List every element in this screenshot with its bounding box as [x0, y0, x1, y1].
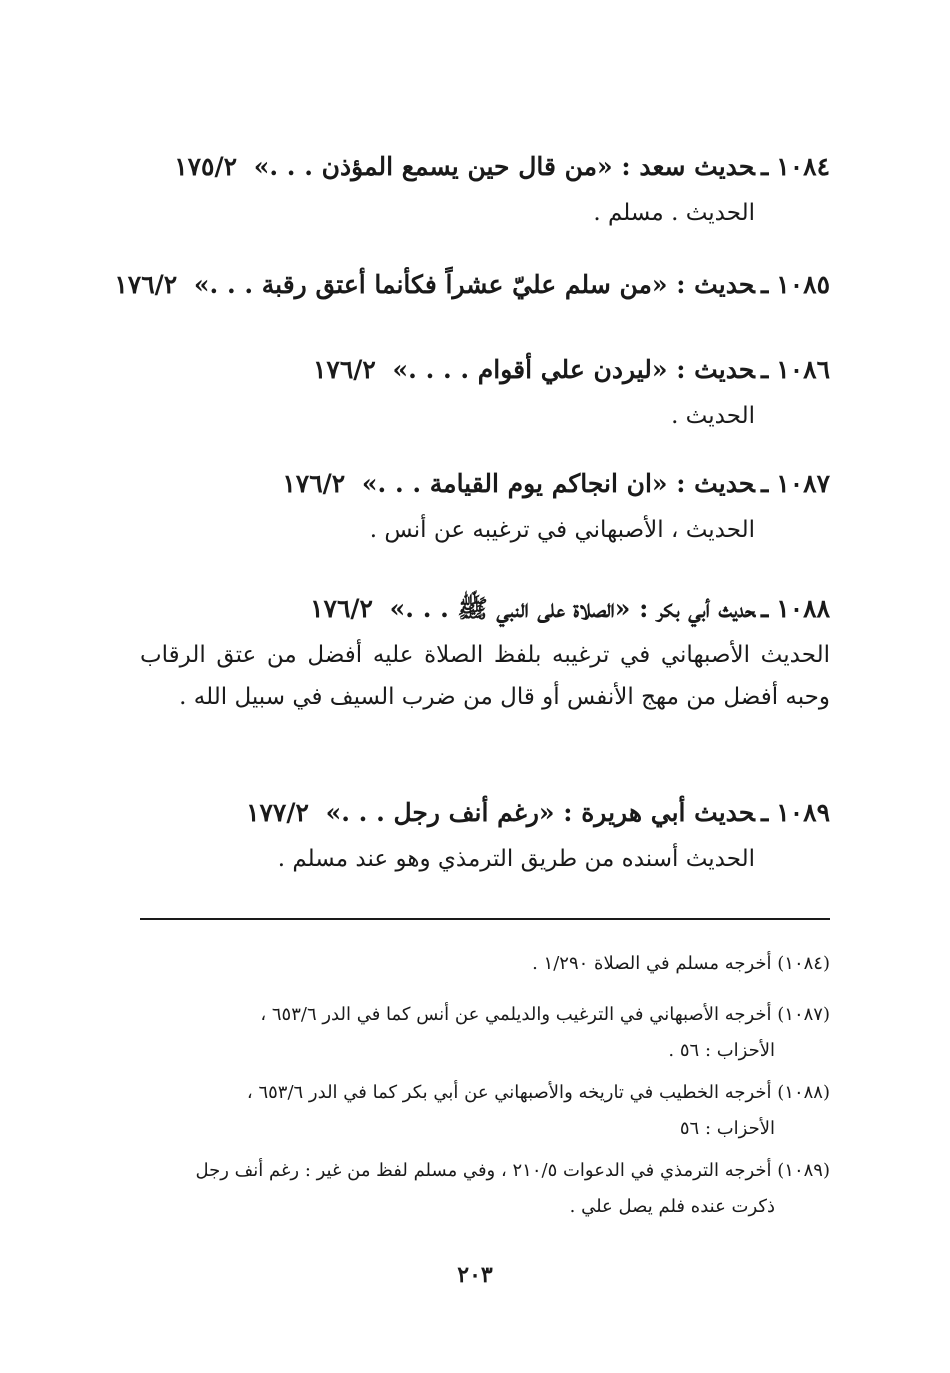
footnote-text: أخرجه مسلم في الصلاة ١/٢٩٠ .: [532, 953, 772, 974]
entry-quote: «ان انجاكم يوم القيامة . . .»: [361, 469, 668, 498]
entry-body: الحديث الأصبهاني في ترغيبه بلفظ الصلاة عليه أفضل من عتق الرقاب وحبه أفضل من مهج الأنفس أو قال من ضرب السيف في سبيل الله .: [140, 642, 830, 710]
entry-label: حديث :: [676, 469, 755, 498]
entry-number: ١٠٨٨: [776, 594, 830, 623]
footnote-text: أخرجه الخطيب في تاريخه والأصبهاني عن أبي بكر كما في الدر ٦٥٣/٦ ،: [246, 1082, 772, 1103]
entry-reference: ١٧٧/٢: [246, 798, 309, 827]
entry-label: حديث أبي بكر :: [639, 594, 755, 623]
entry-reference: ١٧٦/٢: [282, 469, 346, 498]
entry-quote: «من سلم عليّ عشراً فكأنما أعتق رقبة . . .»: [193, 270, 668, 299]
footnote-continuation: الأحزاب : ٥٦ .: [668, 1040, 775, 1061]
footnote: [140, 1153, 830, 1225]
footnote-number: (١٠٨٤): [777, 953, 830, 974]
footnote-text: أخرجه الترمذي في الدعوات ٢١٠/٥ ، وفي مسلم لفظ من غير : رغم أنف رجل: [195, 1160, 772, 1181]
entry-body: الحديث . مسلم .: [593, 200, 755, 226]
entry-number: ١٠٨٥: [776, 270, 830, 299]
entry-label: حديث :: [676, 355, 755, 384]
entry-reference: ١٧٦/٢: [114, 270, 178, 299]
footnote: [140, 946, 830, 982]
entry-heading: ١٠٨٥ـحديث : «من سلم عليّ عشراً فكأنما أعتق رقبة . . .» ١٧٦/٢: [114, 270, 830, 299]
entry-heading: ١٠٨٨ـحديث أبي بكر : «الصلاة على النبي ﷺ . . .» ١٧٦/٢: [310, 594, 830, 623]
entry-reference: ١٧٦/٢: [310, 594, 373, 623]
entry-reference: ١٧٥/٢: [174, 152, 238, 181]
page-number: ٢٠٣: [457, 1262, 493, 1288]
footnote-continuation: ذكرت عنده فلم يصل علي .: [569, 1196, 775, 1217]
entry-quote: «ليردن علي أقوام . . . .»: [392, 355, 668, 384]
hadith-entry: [140, 353, 830, 437]
entry-label: حديث سعد :: [621, 152, 755, 181]
entry-number: ١٠٨٩: [776, 798, 830, 827]
entry-number: ١٠٨٦: [776, 355, 830, 384]
footnote-number: (١٠٨٨): [777, 1082, 830, 1103]
entry-label: حديث :: [676, 270, 755, 299]
footnote: [140, 997, 830, 1069]
footnote-text: أخرجه الأصبهاني في الترغيب والديلمي عن أنس كما في الدر ٦٥٣/٦ ،: [260, 1004, 772, 1025]
entry-heading: ١٠٨٦ـحديث : «ليردن علي أقوام . . . .» ١٧٦/٢: [312, 355, 830, 384]
entry-body: الحديث أسنده من طريق الترمذي وهو عند مسلم .: [277, 846, 755, 872]
footnote: [140, 1075, 830, 1147]
entry-reference: ١٧٦/٢: [312, 355, 376, 384]
footnote-continuation: الأحزاب : ٥٦: [679, 1118, 775, 1139]
entry-number: ١٠٨٤: [776, 152, 830, 181]
hadith-entry: [140, 467, 830, 551]
entry-label: حديث أبي هريرة :: [563, 798, 755, 827]
entry-quote: «من قال حين يسمع المؤذن . . .»: [253, 152, 613, 181]
footnote-divider: [140, 918, 830, 920]
entry-number: ١٠٨٧: [776, 469, 830, 498]
entry-body: الحديث ، الأصبهاني في ترغيبه عن أنس .: [369, 517, 755, 543]
footnote-number: (١٠٨٧): [777, 1004, 830, 1025]
entry-heading: ١٠٨٩ـحديث أبي هريرة : «رغم أنف رجل . . .» ١٧٧/٢: [246, 798, 830, 827]
entry-quote: «رغم أنف رجل . . .»: [325, 798, 555, 827]
hadith-entry: [140, 592, 830, 718]
entry-body: الحديث .: [671, 403, 755, 429]
entry-heading: ١٠٨٤ـحديث سعد : «من قال حين يسمع المؤذن . . .» ١٧٥/٢: [174, 152, 830, 181]
hadith-entry: [140, 796, 830, 880]
footnote-number: (١٠٨٩): [777, 1160, 830, 1181]
hadith-entry: [140, 150, 830, 234]
entry-heading: ١٠٨٧ـحديث : «ان انجاكم يوم القيامة . . .» ١٧٦/٢: [282, 469, 830, 498]
hadith-entry: [114, 268, 830, 302]
entry-quote: «الصلاة على النبي ﷺ . . .»: [389, 594, 631, 623]
